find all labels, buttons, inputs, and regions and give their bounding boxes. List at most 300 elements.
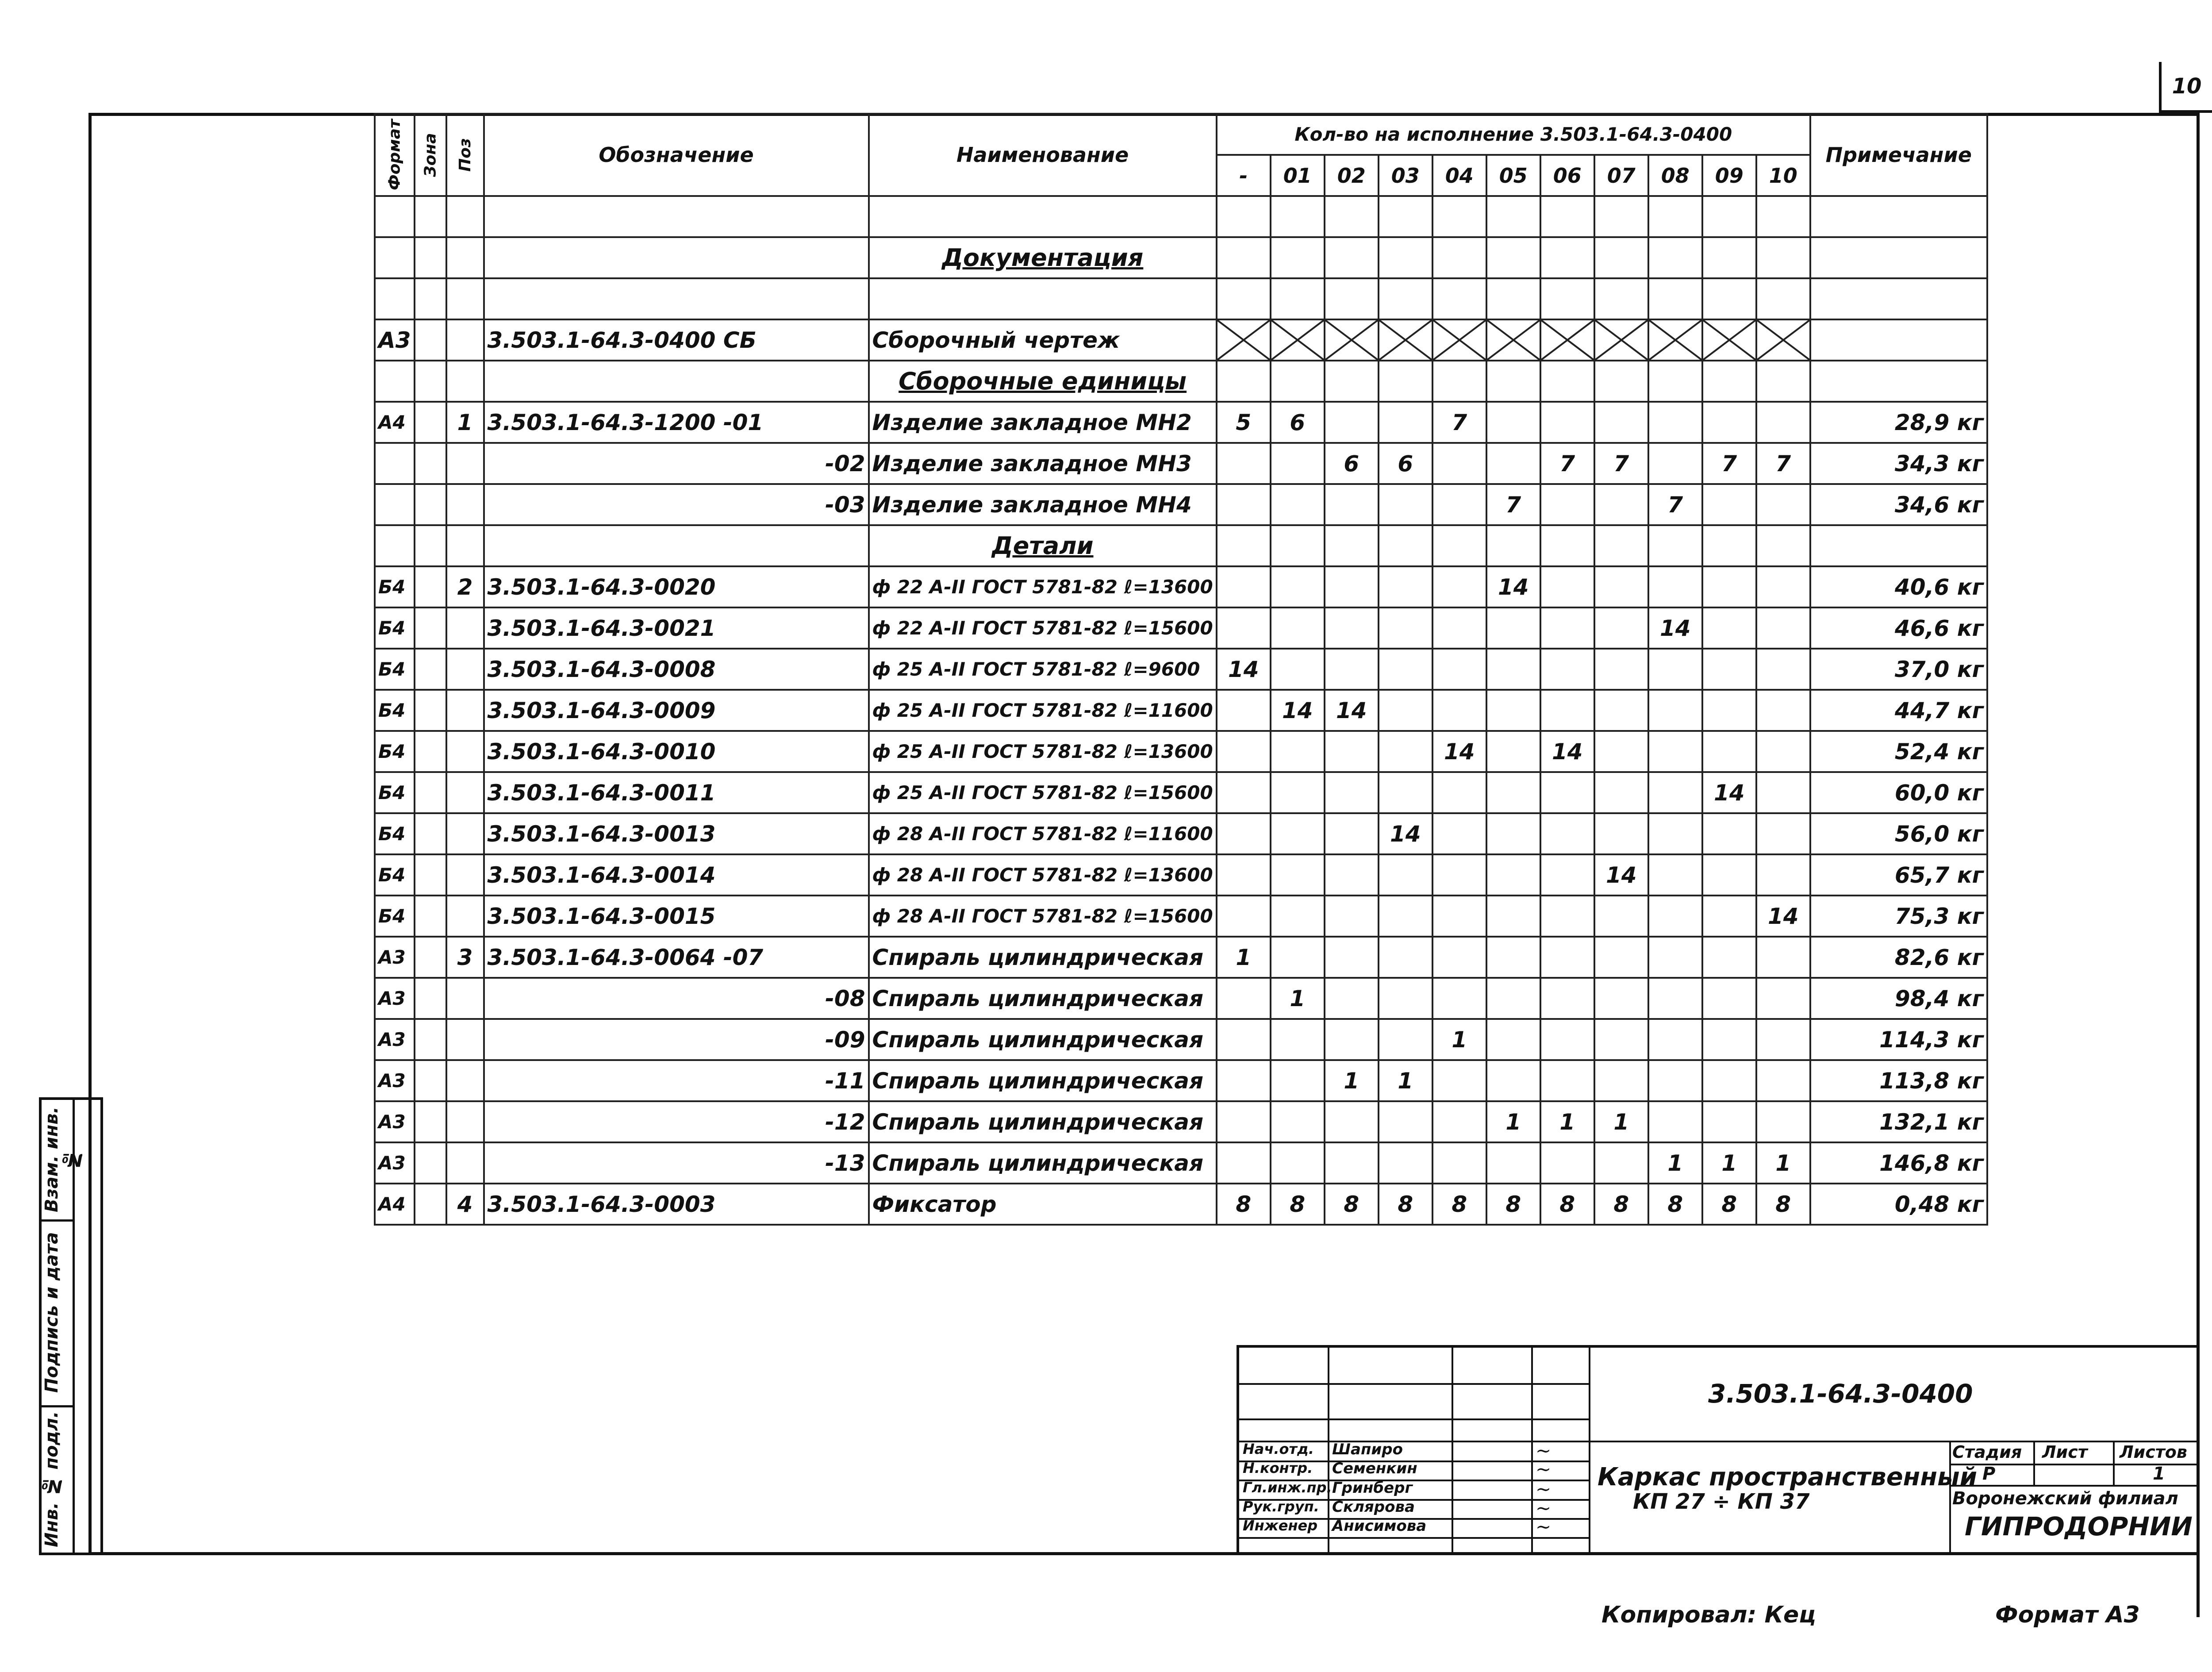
- cell-qty: [1432, 937, 1486, 978]
- cell-name: ф 28 А-II ГОСТ 5781-82 ℓ=15600: [869, 896, 1217, 937]
- cell-qty: 6: [1379, 443, 1432, 484]
- cell-qty: [1594, 937, 1648, 978]
- crossed-cell: [1432, 319, 1486, 361]
- cell-qty: [1432, 896, 1486, 937]
- cell-qty: [1217, 896, 1271, 937]
- title-line1: Каркас пространственный: [1598, 1463, 1977, 1491]
- cell-name: ф 25 А-II ГОСТ 5781-82 ℓ=13600: [869, 731, 1217, 772]
- cell-qty: [1432, 443, 1486, 484]
- stage-value: Р: [1982, 1464, 1996, 1484]
- cell-format: А3: [375, 978, 415, 1019]
- section-documentation: Документация: [869, 237, 1217, 278]
- cell-qty: [1702, 690, 1756, 731]
- cell-qty: [1432, 813, 1486, 854]
- signer-name: Семенкин: [1332, 1460, 1417, 1477]
- cell-zone: [415, 937, 446, 978]
- col-note-header: Примечание: [1810, 114, 1987, 196]
- cell-pos: [446, 813, 484, 854]
- cell-qty: [1594, 607, 1648, 649]
- cell-qty: 14: [1756, 896, 1810, 937]
- cell-qty: [1702, 566, 1756, 607]
- cell-zone: [415, 402, 446, 443]
- cell-qty: [1271, 566, 1325, 607]
- cell-qty: [1594, 402, 1648, 443]
- cell-name: ф 25 А-II ГОСТ 5781-82 ℓ=15600: [869, 772, 1217, 813]
- cell-qty: [1756, 731, 1810, 772]
- cell-name: Спираль цилиндрическая: [869, 1142, 1217, 1184]
- cell-format: Б4: [375, 772, 415, 813]
- cell-qty: 7: [1432, 402, 1486, 443]
- doc-row: [375, 319, 1987, 361]
- cell-zone: [415, 443, 446, 484]
- cell-qty: [1756, 937, 1810, 978]
- cell-name: ф 22 А-II ГОСТ 5781-82 ℓ=15600: [869, 607, 1217, 649]
- cell-designation: 3.503.1-64.3-0010: [484, 731, 869, 772]
- cell-note: 146,8 кг: [1810, 1142, 1987, 1184]
- assembly-row: [375, 484, 1987, 525]
- cell-name: Фиксатор: [869, 1184, 1217, 1225]
- cell-note: 114,3 кг: [1810, 1019, 1987, 1060]
- cell-qty: [1648, 1019, 1702, 1060]
- cell-zone: [415, 690, 446, 731]
- cell-qty: [1217, 443, 1271, 484]
- side-stamp: [39, 1097, 103, 1555]
- cell-qty: [1379, 649, 1432, 690]
- part-row: [375, 690, 1987, 731]
- cell-designation: 3.503.1-64.3-0014: [484, 854, 869, 896]
- cell-format: Б4: [375, 649, 415, 690]
- cell-pos: [446, 607, 484, 649]
- signature-mark: ~: [1536, 1497, 1551, 1519]
- cell-qty: [1756, 402, 1810, 443]
- cell-qty: [1540, 1142, 1594, 1184]
- cell-qty: [1432, 1060, 1486, 1101]
- cell-qty: 14: [1702, 772, 1756, 813]
- cell-qty: [1702, 896, 1756, 937]
- cell-qty: [1648, 854, 1702, 896]
- cell-designation: 3.503.1-64.3-0003: [484, 1184, 869, 1225]
- cell-qty: [1702, 607, 1756, 649]
- cell-qty: [1325, 854, 1379, 896]
- cell-format: Б4: [375, 854, 415, 896]
- cell-qty: [1432, 649, 1486, 690]
- cell-qty: 1: [1756, 1142, 1810, 1184]
- cell-pos: [446, 1060, 484, 1101]
- part-row: [375, 649, 1987, 690]
- col-zone-header: Зона: [415, 114, 446, 196]
- cell-qty: 1: [1325, 1060, 1379, 1101]
- cell-qty: [1648, 772, 1702, 813]
- part-row: [375, 1101, 1987, 1142]
- cell-qty: [1271, 813, 1325, 854]
- cell-qty: [1271, 443, 1325, 484]
- signer-name: Анисимова: [1332, 1517, 1427, 1535]
- cell-note: 34,6 кг: [1810, 484, 1987, 525]
- cell-qty: [1271, 1142, 1325, 1184]
- cell-qty: [1594, 1019, 1648, 1060]
- cell-qty: [1594, 1142, 1648, 1184]
- cell-qty: [1217, 813, 1271, 854]
- part-row: [375, 1184, 1987, 1225]
- cell-qty: [1271, 649, 1325, 690]
- part-row: [375, 937, 1987, 978]
- cell-qty: 14: [1486, 566, 1540, 607]
- signer-name: Склярова: [1332, 1498, 1415, 1516]
- cell-qty: [1271, 1060, 1325, 1101]
- cell-zone: [415, 896, 446, 937]
- cell-designation: -13: [484, 1142, 869, 1184]
- cell-format: А4: [375, 402, 415, 443]
- crossed-cell: [1217, 319, 1271, 361]
- cell-qty: 8: [1379, 1184, 1432, 1225]
- assembly-row: [375, 443, 1987, 484]
- cell-qty: [1486, 731, 1540, 772]
- cell-note: 52,4 кг: [1810, 731, 1987, 772]
- crossed-cell: [1594, 319, 1648, 361]
- col-pos-header: Поз: [446, 114, 484, 196]
- cell-note: 34,3 кг: [1810, 443, 1987, 484]
- cell-qty: 8: [1432, 1184, 1486, 1225]
- cell-qty: [1540, 690, 1594, 731]
- cell-note: 28,9 кг: [1810, 402, 1987, 443]
- cell-qty: [1648, 649, 1702, 690]
- cell-qty: [1756, 690, 1810, 731]
- variant-header-2: 02: [1325, 155, 1379, 196]
- cell-qty: 14: [1217, 649, 1271, 690]
- header-row-1: [375, 114, 1987, 155]
- cell-qty: [1325, 937, 1379, 978]
- cell-zone: [415, 854, 446, 896]
- inv-no-label: Инв. № подл.: [42, 1411, 62, 1548]
- cell-designation: -12: [484, 1101, 869, 1142]
- cell-qty: [1540, 566, 1594, 607]
- cell-designation: -09: [484, 1019, 869, 1060]
- signer-role: Гл.инж.пр.: [1243, 1479, 1332, 1496]
- crossed-cell: [1540, 319, 1594, 361]
- cell-qty: [1217, 1019, 1271, 1060]
- cell-note: 132,1 кг: [1810, 1101, 1987, 1142]
- cell-name: ф 28 А-II ГОСТ 5781-82 ℓ=11600: [869, 813, 1217, 854]
- cell-name: ф 28 А-II ГОСТ 5781-82 ℓ=13600: [869, 854, 1217, 896]
- cell-zone: [415, 731, 446, 772]
- cell-qty: 8: [1594, 1184, 1648, 1225]
- cell-qty: [1756, 1060, 1810, 1101]
- col-name-header: Наименование: [869, 114, 1217, 196]
- cell-qty: [1379, 1142, 1432, 1184]
- cell-qty: [1648, 937, 1702, 978]
- assembly-row: [375, 402, 1987, 443]
- cell-designation: -02: [484, 443, 869, 484]
- cell-qty: [1702, 854, 1756, 896]
- cell-qty: [1540, 484, 1594, 525]
- cell-qty: [1540, 1019, 1594, 1060]
- cell-qty: [1432, 854, 1486, 896]
- cell-pos: 4: [446, 1184, 484, 1225]
- cell-zone: [415, 566, 446, 607]
- cell-qty: [1702, 649, 1756, 690]
- cell-qty: 14: [1540, 731, 1594, 772]
- signer-role: Н.контр.: [1243, 1460, 1313, 1476]
- cell-qty: [1325, 484, 1379, 525]
- variant-header-7: 07: [1594, 155, 1648, 196]
- section-row: [375, 237, 1987, 278]
- cell-zone: [415, 1142, 446, 1184]
- cell-qty: [1756, 649, 1810, 690]
- sheets-value: 1: [2153, 1464, 2165, 1484]
- cell-designation: 3.503.1-64.3-0021: [484, 607, 869, 649]
- cell-qty: [1325, 1142, 1379, 1184]
- cell-format: А3: [375, 1142, 415, 1184]
- cell-qty: [1486, 1060, 1540, 1101]
- part-row: [375, 813, 1987, 854]
- cell-qty: [1756, 772, 1810, 813]
- cell-format: [375, 443, 415, 484]
- cell-zone: [415, 607, 446, 649]
- cell-designation: 3.503.1-64.3-0064 -07: [484, 937, 869, 978]
- cell-name: Изделие закладное МН4: [869, 484, 1217, 525]
- part-row: [375, 896, 1987, 937]
- cell-qty: [1217, 854, 1271, 896]
- signature-mark: ~: [1536, 1516, 1551, 1537]
- cell-note: 37,0 кг: [1810, 649, 1987, 690]
- cell-qty: [1648, 1060, 1702, 1101]
- cell-qty: [1325, 731, 1379, 772]
- cell-qty: [1756, 1019, 1810, 1060]
- empty-row: [375, 196, 1987, 237]
- cell-name: ф 22 А-II ГОСТ 5781-82 ℓ=13600: [869, 566, 1217, 607]
- cell-format: А3: [375, 937, 415, 978]
- part-row: [375, 1142, 1987, 1184]
- cell-pos: 3: [446, 937, 484, 978]
- cell-qty: [1486, 402, 1540, 443]
- cell-pos: 2: [446, 566, 484, 607]
- cell-qty: [1540, 772, 1594, 813]
- crossed-cell: [1756, 319, 1810, 361]
- variant-header-3: 03: [1379, 155, 1432, 196]
- cell-name: Спираль цилиндрическая: [869, 1019, 1217, 1060]
- cell-qty: [1756, 607, 1810, 649]
- org-line1: Воронежский филиал: [1952, 1488, 2178, 1509]
- crossed-cell: [1648, 319, 1702, 361]
- cell-qty: [1648, 402, 1702, 443]
- cell-note: 0,48 кг: [1810, 1184, 1987, 1225]
- cell-name: ф 25 А-II ГОСТ 5781-82 ℓ=9600: [869, 649, 1217, 690]
- cell-format: Б4: [375, 566, 415, 607]
- cell-qty: [1486, 1142, 1540, 1184]
- part-row: [375, 1019, 1987, 1060]
- cell-qty: [1486, 978, 1540, 1019]
- cell-qty: [1648, 443, 1702, 484]
- cell-zone: [415, 1101, 446, 1142]
- cell-name: Спираль цилиндрическая: [869, 937, 1217, 978]
- cell-qty: [1540, 649, 1594, 690]
- cell-format: Б4: [375, 896, 415, 937]
- cell-zone: [415, 813, 446, 854]
- cell-qty: [1540, 978, 1594, 1019]
- cell-qty: 1: [1702, 1142, 1756, 1184]
- signer-role: Рук.груп.: [1243, 1498, 1319, 1515]
- cell-qty: [1271, 1101, 1325, 1142]
- cell-qty: [1540, 607, 1594, 649]
- cell-qty: [1379, 978, 1432, 1019]
- cell-qty: [1379, 690, 1432, 731]
- cell-qty: [1432, 690, 1486, 731]
- cell-qty: [1486, 607, 1540, 649]
- cell-qty: [1325, 896, 1379, 937]
- cell-pos: [446, 731, 484, 772]
- cell-qty: [1271, 854, 1325, 896]
- cell-qty: [1486, 854, 1540, 896]
- col-designation-header: Обозначение: [484, 114, 869, 196]
- cell-qty: [1379, 1019, 1432, 1060]
- cell-designation: 3.503.1-64.3-0009: [484, 690, 869, 731]
- title-line2: КП 27 ÷ КП 37: [1633, 1489, 1810, 1514]
- part-row: [375, 978, 1987, 1019]
- cell-qty: [1325, 607, 1379, 649]
- part-row: [375, 854, 1987, 896]
- cell-qty: [1486, 649, 1540, 690]
- signer-name: Гринберг: [1332, 1479, 1413, 1497]
- crossed-cell: [1271, 319, 1325, 361]
- cell-qty: [1217, 1101, 1271, 1142]
- cell-qty: [1486, 937, 1540, 978]
- variant-header-0: -: [1217, 155, 1271, 196]
- cell-pos: [446, 1019, 484, 1060]
- cell-qty: [1379, 566, 1432, 607]
- stage-label: Стадия: [1952, 1442, 2022, 1462]
- cell-qty: [1756, 854, 1810, 896]
- cell-qty: [1217, 566, 1271, 607]
- cell-qty: [1217, 772, 1271, 813]
- cell-qty: [1486, 772, 1540, 813]
- footer-copied: Копировал: Кец: [1601, 1602, 1816, 1628]
- cell-qty: [1325, 1101, 1379, 1142]
- cell-qty: [1648, 813, 1702, 854]
- empty-row: [375, 278, 1987, 319]
- cell-qty: 14: [1648, 607, 1702, 649]
- crossed-cell: [1486, 319, 1540, 361]
- cell-qty: [1271, 731, 1325, 772]
- cell-qty: 8: [1325, 1184, 1379, 1225]
- cell-qty: [1594, 896, 1648, 937]
- cell-qty: 8: [1486, 1184, 1540, 1225]
- cell-qty: [1379, 402, 1432, 443]
- cell-zone: [415, 1060, 446, 1101]
- cell-qty: [1217, 690, 1271, 731]
- doc-format: А3: [375, 319, 415, 361]
- cell-designation: -08: [484, 978, 869, 1019]
- cell-format: Б4: [375, 731, 415, 772]
- cell-qty: [1540, 854, 1594, 896]
- cell-pos: [446, 896, 484, 937]
- cell-qty: [1271, 607, 1325, 649]
- cell-qty: 8: [1540, 1184, 1594, 1225]
- cell-pos: [446, 1142, 484, 1184]
- cell-qty: [1702, 1019, 1756, 1060]
- cell-pos: 1: [446, 402, 484, 443]
- cell-pos: [446, 443, 484, 484]
- cell-qty: 8: [1271, 1184, 1325, 1225]
- cell-qty: 14: [1594, 854, 1648, 896]
- cell-qty: [1594, 484, 1648, 525]
- cell-qty: [1540, 896, 1594, 937]
- cell-qty: 7: [1648, 484, 1702, 525]
- signature-mark: ~: [1536, 1458, 1551, 1480]
- cell-qty: [1325, 772, 1379, 813]
- cell-qty: [1432, 566, 1486, 607]
- crossed-cell: [1325, 319, 1379, 361]
- sheets-label: Листов: [2120, 1442, 2187, 1462]
- cell-qty: [1594, 649, 1648, 690]
- cell-qty: 7: [1756, 443, 1810, 484]
- cell-qty: 7: [1486, 484, 1540, 525]
- doc-code: 3.503.1-64.3-0400: [1708, 1379, 1973, 1409]
- cell-pos: [446, 484, 484, 525]
- cell-qty: 1: [1217, 937, 1271, 978]
- variant-header-6: 06: [1540, 155, 1594, 196]
- cell-qty: [1379, 772, 1432, 813]
- sign-date-label: Подпись и дата: [42, 1232, 62, 1393]
- cell-name: Спираль цилиндрическая: [869, 1060, 1217, 1101]
- cell-qty: [1379, 896, 1432, 937]
- cell-note: 40,6 кг: [1810, 566, 1987, 607]
- cell-qty: [1756, 978, 1810, 1019]
- cell-pos: [446, 978, 484, 1019]
- cell-qty: [1217, 1142, 1271, 1184]
- cell-qty: [1217, 978, 1271, 1019]
- cell-qty: [1702, 1060, 1756, 1101]
- cell-note: 113,8 кг: [1810, 1060, 1987, 1101]
- cell-qty: [1325, 1019, 1379, 1060]
- cell-name: Изделие закладное МН3: [869, 443, 1217, 484]
- cell-format: А3: [375, 1060, 415, 1101]
- cell-qty: [1217, 607, 1271, 649]
- cell-qty: [1756, 1101, 1810, 1142]
- cell-qty: 1: [1486, 1101, 1540, 1142]
- cell-qty: [1379, 731, 1432, 772]
- crossed-cell: [1379, 319, 1432, 361]
- cell-qty: [1271, 484, 1325, 525]
- cell-qty: [1379, 1101, 1432, 1142]
- cell-qty: [1271, 1019, 1325, 1060]
- cell-qty: 7: [1702, 443, 1756, 484]
- cell-qty: 5: [1217, 402, 1271, 443]
- cell-qty: 8: [1702, 1184, 1756, 1225]
- cell-qty: [1702, 1101, 1756, 1142]
- cell-qty: [1325, 402, 1379, 443]
- cell-qty: [1432, 484, 1486, 525]
- section-row: [375, 525, 1987, 566]
- section-parts: Детали: [869, 525, 1217, 566]
- cell-note: 65,7 кг: [1810, 854, 1987, 896]
- cell-pos: [446, 690, 484, 731]
- cell-format: [375, 484, 415, 525]
- sheet-right-rule: [2197, 113, 2200, 1617]
- part-row: [375, 607, 1987, 649]
- cell-qty: [1702, 937, 1756, 978]
- cell-zone: [415, 1184, 446, 1225]
- cell-qty: [1379, 854, 1432, 896]
- cell-designation: -03: [484, 484, 869, 525]
- variant-header-8: 08: [1648, 155, 1702, 196]
- section-assemblies: Сборочные единицы: [869, 361, 1217, 402]
- cell-zone: [415, 772, 446, 813]
- cell-format: А4: [375, 1184, 415, 1225]
- cell-qty: 1: [1540, 1101, 1594, 1142]
- cell-designation: 3.503.1-64.3-1200 -01: [484, 402, 869, 443]
- col-qty-title: Кол-во на исполнение 3.503.1-64.3-0400: [1217, 114, 1810, 155]
- cell-qty: 1: [1379, 1060, 1432, 1101]
